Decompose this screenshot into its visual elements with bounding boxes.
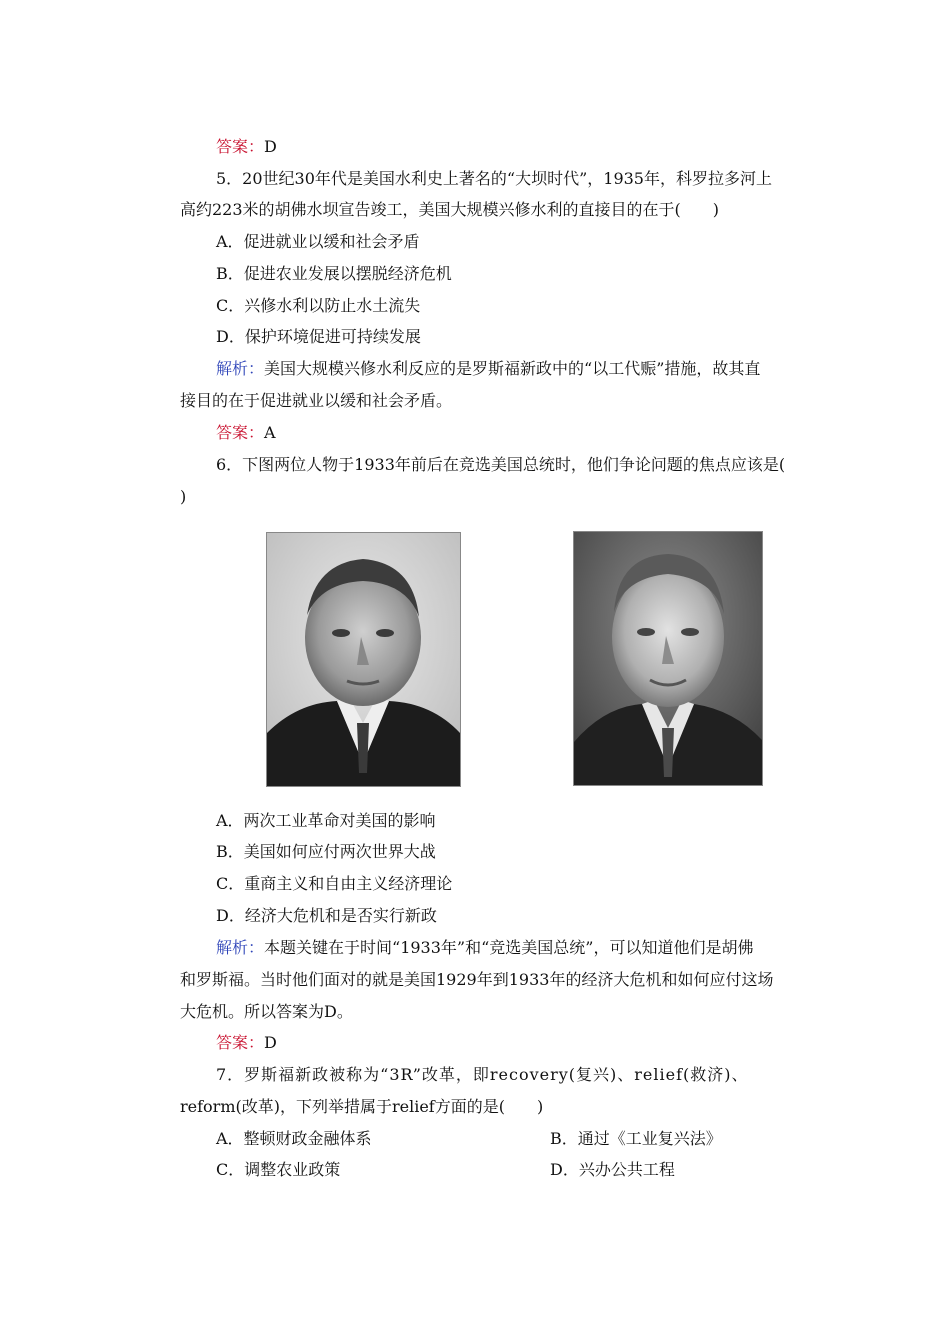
q7-stem-line1: 7．罗斯福新政被称为“3R”改革，即recovery(复兴)、relief(救济)、 [216, 1065, 749, 1084]
analysis-text: 美国大规模兴修水利反应的是罗斯福新政中的“以工代赈”措施，故其直 [264, 359, 761, 378]
q5-option-c: C．兴修水利以防止水土流失 [216, 296, 421, 315]
q6-analysis-line1 [216, 937, 753, 959]
q5-analysis-line2: 接目的在于促进就业以缓和社会矛盾。 [180, 391, 453, 410]
q5-option-d: D．保护环境促进可持续发展 [216, 327, 421, 346]
q5-stem-line1: 5．20世纪30年代是美国水利史上著名的“大坝时代”，1935年，科罗拉多河上 [216, 169, 772, 188]
analysis-label: 解析： [216, 359, 265, 378]
hoover-portrait [266, 532, 461, 787]
q6-answer [216, 1032, 277, 1054]
q7-option-d: D．兴办公共工程 [550, 1160, 675, 1179]
q6-stem-line1: 6．下图两位人物于1933年前后在竞选美国总统时，他们争论问题的焦点应该是( [216, 455, 786, 474]
answer-value: D [264, 137, 277, 156]
analysis-label: 解析： [216, 938, 265, 957]
answer-value: A [264, 423, 276, 442]
q7-option-c: C．调整农业政策 [216, 1160, 341, 1179]
q4-answer [216, 136, 277, 158]
q5-stem-line2: 高约223米的胡佛水坝宣告竣工，美国大规模兴修水利的直接目的在于( ) [180, 200, 720, 219]
q7-option-b: B．通过《工业复兴法》 [550, 1129, 722, 1148]
q7-stem-line2: reform(改革)，下列举措属于relief方面的是( ) [180, 1097, 544, 1116]
answer-label: 答案： [216, 423, 265, 442]
roosevelt-portrait [573, 531, 763, 786]
q5-option-a: A．促进就业以缓和社会矛盾 [216, 232, 420, 251]
q5-option-b: B．促进农业发展以摆脱经济危机 [216, 264, 452, 283]
answer-label: 答案： [216, 137, 265, 156]
q6-option-a: A．两次工业革命对美国的影响 [216, 811, 436, 830]
q6-option-b: B．美国如何应付两次世界大战 [216, 842, 436, 861]
q7-option-a: A．整顿财政金融体系 [216, 1129, 372, 1148]
q6-option-c: C．重商主义和自由主义经济理论 [216, 874, 453, 893]
q6-analysis-line3: 大危机。所以答案为D。 [180, 1002, 353, 1021]
analysis-text: 本题关键在于时间“1933年”和“竞选美国总统”，可以知道他们是胡佛 [264, 938, 754, 957]
answer-label: 答案： [216, 1033, 265, 1052]
q6-option-d: D．经济大危机和是否实行新政 [216, 906, 437, 925]
q5-analysis-line1 [216, 358, 760, 380]
q6-analysis-line2: 和罗斯福。当时他们面对的就是美国1929年到1933年的经济大危机和如何应付这场 [180, 970, 774, 989]
answer-value: D [264, 1033, 277, 1052]
q5-answer [216, 422, 276, 444]
q6-stem-line2: ) [180, 487, 187, 506]
